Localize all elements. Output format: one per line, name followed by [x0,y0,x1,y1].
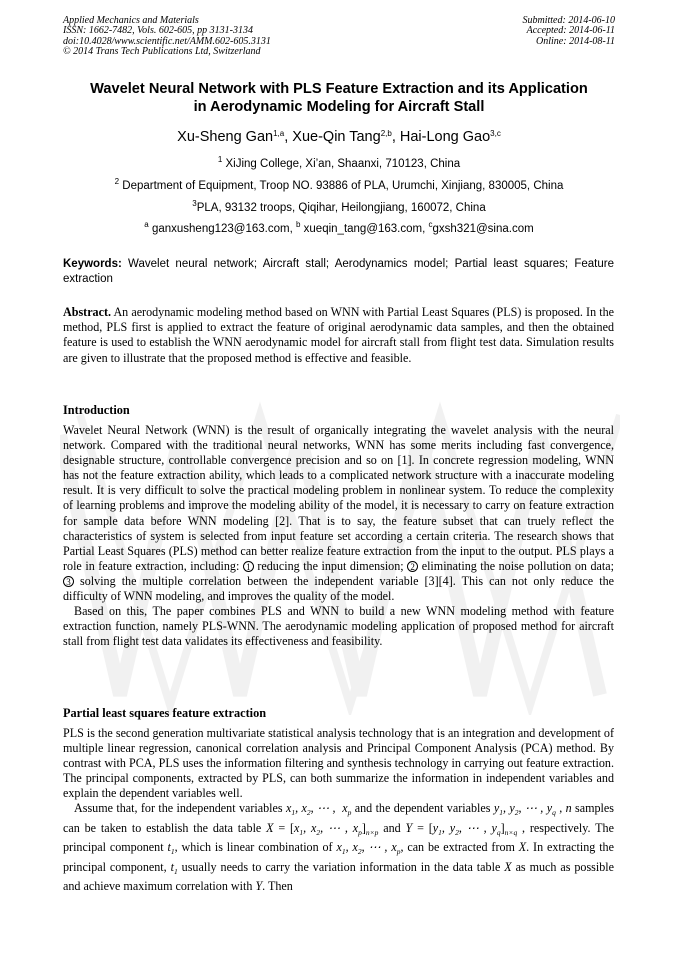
email-link[interactable]: gxsh321@sina.com [432,223,534,235]
email-sup: c [428,220,433,229]
abstract [63,305,614,366]
issn-line: ISSN: 1662-7482, Vols. 602-605, pp 3131-3134 [63,25,253,37]
title-line: in Aerodynamic Modeling for Aircraft Stall [193,99,485,115]
math-y: Y [255,879,263,894]
paper-title [40,80,638,116]
enum-marker: 3 [63,576,74,587]
math-t1: $t_1$ [167,840,175,857]
introduction-body [63,423,614,649]
author-name: Xue-Qin Tang [292,129,381,145]
paragraph-text: samples can be taken to establish the data table [63,801,614,835]
paragraph-text: eliminating the noise pollution on data; [418,558,614,573]
section-heading-pls: Partial least squares feature extraction [63,706,267,720]
math-y-vars: $y_1$, $y_2$, ⋯ , $y_q$ [493,801,556,818]
dates-info [523,16,616,47]
affiliation-3 [0,201,678,215]
math-x-table: X [266,820,274,835]
math-n: n [565,801,572,816]
affiliation-text: PLA, 93132 troops, Qiqihar, Heilongjiang, 160072, China [196,202,486,214]
paragraph-text: Wavelet Neural Network (WNN) is the result of organically integrating the wavelet analysis with the neural network. Compared with the traditional neural networks, WNN has some merits including fast convergence, designable structure, controllable convergence precision and so on [1]. In concrete regression modeling, WNN has not the feature extraction ability, which leads to a complicated network structure with a inaccurate modeling result. It is very difficult to solve the practical modeling problem in nonlinear system. To reduce the complexity of learning problems and improve the modeling ability of the model, it is necessary to carry on feature extraction for sample data before WNN modeling [2]. That is to say, the feature subset that can truely reflect the characteristics of system is selected from input feature set according a certain criteria. The research shows that Partial Least Squares (PLS) method can better realize feature extraction from the input to the output. PLS plays a role in feature extraction, including: [63,423,614,573]
math-y-table: Y [405,820,413,835]
math-x: X [504,859,512,874]
affiliation-sup: 3 [192,199,197,208]
paragraph: PLS is the second generation multivariate statistical analysis technology that is an integration and development of multiple linear regression, canonical correlation analysis and Principal Component Analysis (PCA) method. By contrast with PCA, PLS uses the information filtering and synthesis technology in carrying out feature extraction. The principal components, extracted by PLS, can both summarize the information in independent variables and explain the dependent variables well. [63,726,614,801]
author-list: Xu-Sheng Gan$^{1,a}$, Xue-Qin Tang$^{2,b}$, Hai-Long Gao$^{3,c}$ [177,129,501,145]
author-sup: 1,a [273,129,285,138]
email-link[interactable]: ganxusheng123@163.com, [151,223,293,235]
author-sup: 3,c [490,129,501,138]
email-sup: a [144,220,149,229]
paragraph-text: reducing the input dimension; [253,558,408,573]
paragraph-text: , can be extracted from [400,840,519,855]
accepted-date: Accepted: 2014-06-11 [526,25,615,37]
paragraph-text: Assume that, for the independent variables [74,801,286,816]
journal-name: Applied Mechanics and Materials [63,15,199,26]
math-t1: $t_1$ [170,859,178,876]
publication-info [63,16,271,58]
paragraph-text: . Then [262,879,293,894]
affiliation-sup: 1 [217,155,223,164]
paragraph-text: solving the multiple correlation between the independent variable [3][4]. This can not only reduce the difficulty of WNN modeling, and improves the quality of the model. [63,573,614,604]
email-sup: b [296,220,301,229]
online-date: Online: 2014-08-11 [536,35,615,47]
paragraph-text: as much as possible and achieve maximum correlation with [63,859,615,894]
math-x-combo: $x_1$, $x_2$, ⋯ , $x_p$ [336,840,401,857]
paragraph-text: . In extracting the principal component, [63,840,614,874]
paragraph-text: and [378,820,406,835]
paragraph: Based on this, The paper combines PLS and WNN to build a new WNN modeling method with feature extraction function, namely PLS-WNN. The aerodynamic modeling application of proposed method for aircraft stall from flight test data validates its effectiveness and feasibility. [63,604,614,649]
copyright-line: © 2014 Trans Tech Publications Ltd, Switzerland [63,46,261,58]
author-sup: 2,b [380,129,392,138]
math-x: X [518,840,527,855]
affiliation-2 [0,179,678,193]
keywords [63,257,614,286]
section-heading-introduction: Introduction [63,403,130,417]
email-link[interactable]: xueqin_tang@163.com, [303,223,426,235]
paragraph-text: usually needs to carry the variation information in the data table [177,859,505,874]
title-line: Wavelet Neural Network with PLS Feature Extraction and its Application [90,81,588,97]
math-x-vars: $x_1$, $x_2$, ⋯ , $x_p$ [285,801,352,818]
affiliation-1 [0,157,678,171]
paragraph [63,423,614,604]
paragraph: Assume that, for the independent variables $x_1$, $x_2$, ⋯ , $x_p$ and the dependent variables $y_1$, $y_2$, ⋯ , $y_q$ , n samples can be taken to establish the data table $X = [x_1$, $x_2$, ⋯ , $x_p]_{n\times p}$ and $Y = [y_1$, $y_2$, ⋯ , $y_q]_{n\times q}$ , respectively. The principal component $t_1$, which is linear combination of $x_1$, $x_2$, ⋯ , $x_p$, can be extracted from X. In extracting the principal component, $t_1$ usually needs to carry the variation information in the data table X as much as possible and achieve maximum correlation with Y. Then [63,801,615,894]
submitted-date: Submitted: 2014-06-10 [522,15,615,26]
email-list [0,222,678,236]
abstract-label: Abstract. [63,305,112,319]
paragraph-text: respectively. The principal component [63,820,614,855]
paragraph-text: and the dependent variables [351,801,494,816]
enum-marker: 1 [243,561,254,572]
affiliation-sup: 2 [114,177,120,186]
pls-body [63,726,614,897]
affiliation-text: Department of Equipment, Troop NO. 93886 of PLA, Urumchi, Xinjiang, 830005, China [122,180,564,192]
author-name: Xu-Sheng Gan [177,129,274,145]
enum-marker: 2 [407,561,418,572]
abstract-text: An aerodynamic modeling method based on WNN with Partial Least Squares (PLS) is proposed. In the method, PLS first is applied to extract the feature of original aerodynamic data samples, and then the obtained feature is used to establish the WNN aerodynamic model for aircraft stall from flight test data. Simulation results are given to illustrate that the proposed method is effective and feasible. [63,305,614,365]
keywords-label: Keywords: [63,258,122,270]
doi-line: doi:10.4028/www.scientific.net/AMM.602-605.3131 [63,35,271,47]
author-name: Hai-Long Gao [399,129,491,145]
affiliation-text: XiJing College, Xi’an, Shaanxi, 710123, China [225,158,461,170]
keywords-text: Wavelet neural network; Aircraft stall; Aerodynamics model; Partial least squares; Feature extraction [63,258,614,285]
paragraph-text: , which is linear combination of [174,840,337,855]
